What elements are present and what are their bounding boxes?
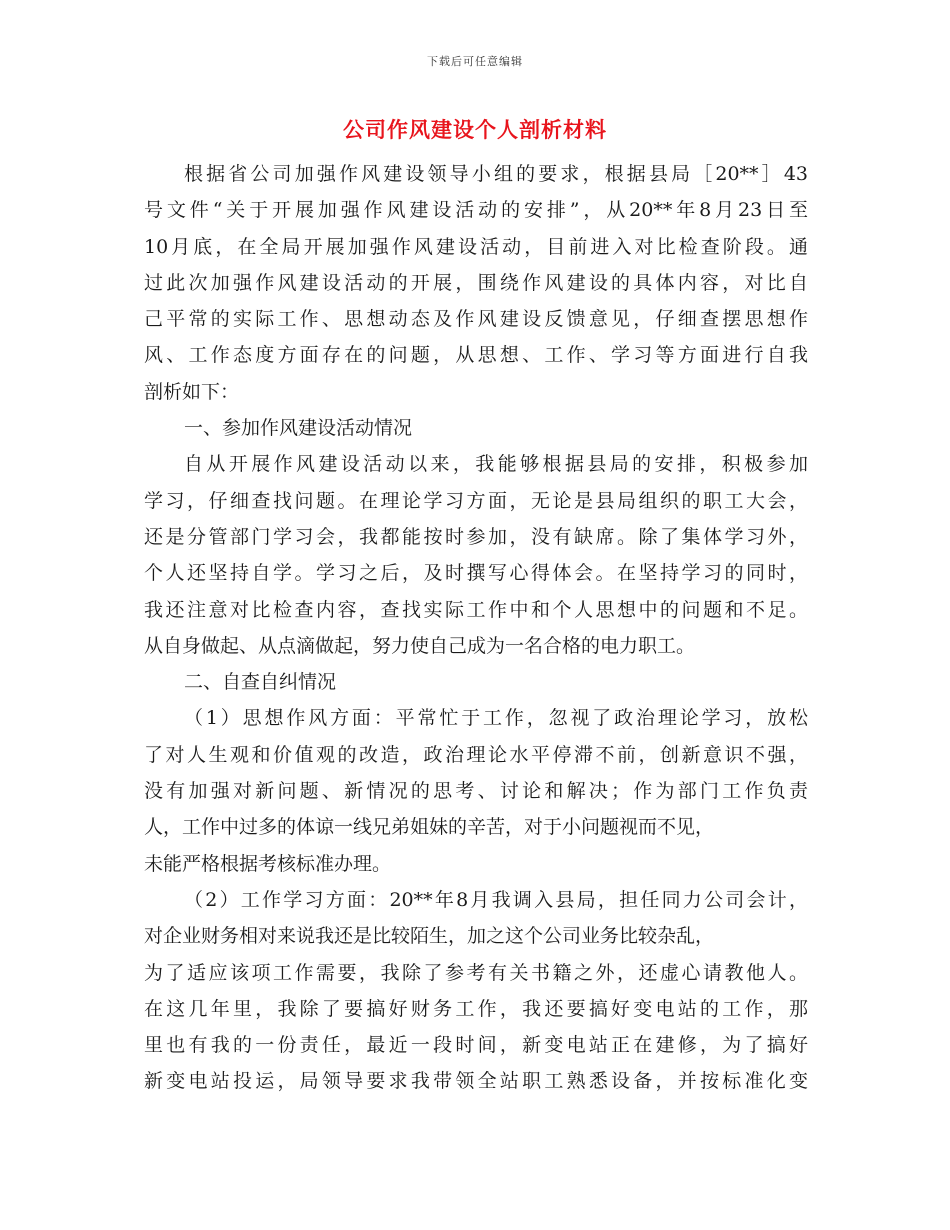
text-line: 二、自查自纠情况 xyxy=(184,671,337,694)
text-line: 学习，仔细查找问题。在理论学习方面，无论是县局组织的职工大会， xyxy=(144,489,808,512)
text-line: 人，工作中过多的体谅一线兄弟姐妹的辛苦，对于小问题视而不见， xyxy=(144,816,715,839)
text-line: 还是分管部门学习会，我都能按时参加，没有缺席。除了集体学习外， xyxy=(144,525,808,548)
text-line: 剖析如下： xyxy=(144,380,240,403)
text-line: 10月底，在全局开展加强作风建设活动，目前进入对比检查阶段。通 xyxy=(144,235,808,258)
text-line: 从自身做起、从点滴做起，努力使自己成为一名合格的电力职工。 xyxy=(144,634,696,657)
text-line: 里也有我的一份责任，最近一段时间，新变电站正在建修，为了搞好 xyxy=(144,1034,808,1057)
text-line: 一、参加作风建设活动情况 xyxy=(184,417,413,440)
text-line: 了对人生观和价值观的改造，政治理论水平停滞不前，创新意识不强， xyxy=(144,743,808,766)
text-line: 个人还坚持自学。学习之后，及时撰写心得体会。在坚持学习的同时， xyxy=(144,562,808,585)
document-body xyxy=(144,156,808,1100)
document-title: 公司作风建设个人剖析材料 xyxy=(343,118,607,142)
text-line: （2）工作学习方面：20**年8月我调入县局，担任同力公司会计， xyxy=(184,888,808,911)
text-line: 过此次加强作风建设活动的开展，围绕作风建设的具体内容，对比自 xyxy=(144,271,808,294)
text-line: 我还注意对比检查内容，查找实际工作中和个人思想中的问题和不足。 xyxy=(144,598,808,621)
text-line: （1）思想作风方面：平常忙于工作，忽视了政治理论学习，放松 xyxy=(184,707,808,730)
text-line: 新变电站投运，局领导要求我带领全站职工熟悉设备，并按标准化变 xyxy=(144,1070,808,1093)
text-line: 未能严格根据考核标准办理。 xyxy=(144,852,392,875)
text-line: 号文件“关于开展加强作风建设活动的安排”，从20**年8月23日至 xyxy=(144,199,808,222)
header-note: 下载后可任意编辑 xyxy=(427,55,523,68)
text-line: 自从开展作风建设活动以来，我能够根据县局的安排，积极参加 xyxy=(184,453,808,476)
text-line: 没有加强对新问题、新情况的思考、讨论和解决；作为部门工作负责 xyxy=(144,780,808,803)
text-line: 对企业财务相对来说我还是比较陌生，加之这个公司业务比较杂乱， xyxy=(144,925,715,948)
text-line: 根据省公司加强作风建设领导小组的要求，根据县局［20**］43 xyxy=(184,163,808,185)
text-line: 己平常的实际工作、思想动态及作风建设反馈意见，仔细查摆思想作 xyxy=(144,308,808,331)
text-line: 在这几年里，我除了要搞好财务工作，我还要搞好变电站的工作，那 xyxy=(144,997,808,1020)
text-line: 为了适应该项工作需要，我除了参考有关书籍之外，还虚心请教他人。 xyxy=(144,961,808,984)
text-line: 风、工作态度方面存在的问题，从思想、工作、学习等方面进行自我 xyxy=(144,344,808,367)
